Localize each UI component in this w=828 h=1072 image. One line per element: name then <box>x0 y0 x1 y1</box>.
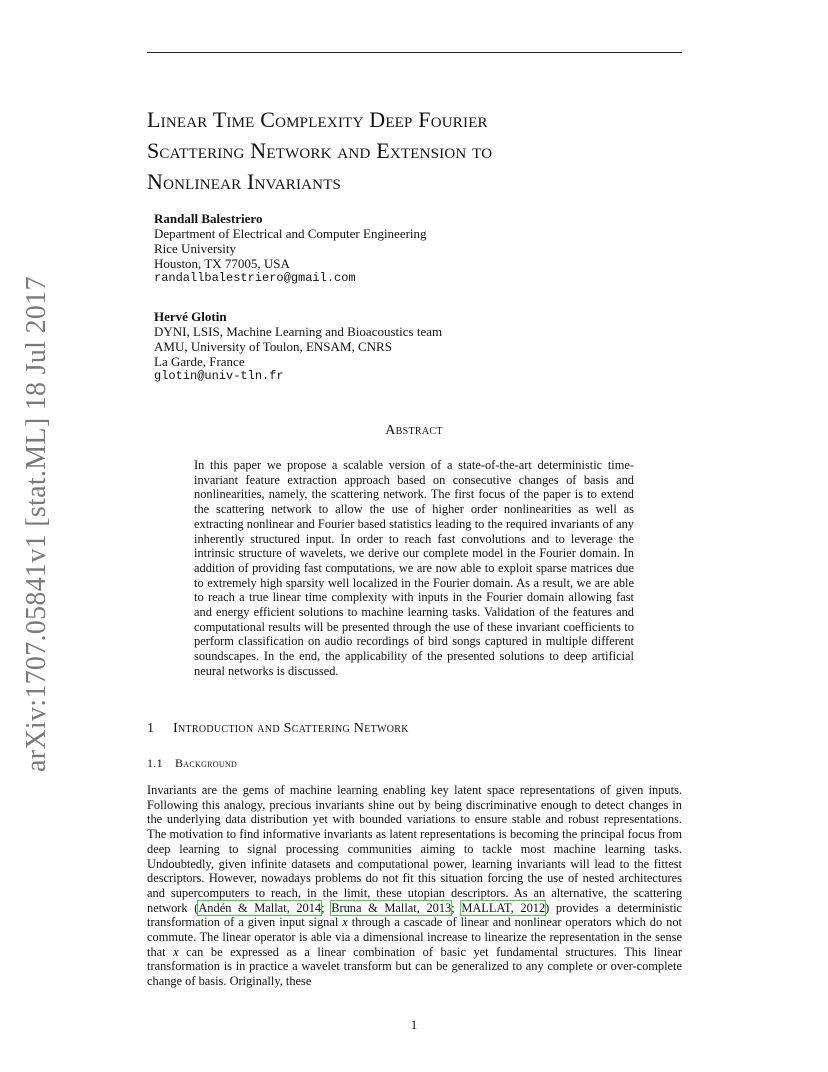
math-variable: x <box>173 944 179 959</box>
author-affiliation: La Garde, France <box>154 354 245 369</box>
body-text-segment: ) provides a deterministic transformation of a given input signal <box>147 900 683 930</box>
author-affiliation: Houston, TX 77005, USA <box>154 256 290 271</box>
paper-title <box>147 104 707 197</box>
subsection-number: 1.1 <box>147 756 163 770</box>
body-text-segment: ; <box>321 900 332 915</box>
citation-link[interactable]: Andén & Mallat, 2014 <box>198 900 322 915</box>
section-number: 1 <box>147 721 155 736</box>
body-text-segment: can be expressed as a linear combination of basic yet fundamental structures. This linear transformation is in practice a wavelet transform but can be generalized to any complete or over-complete change of basis. Originally, these <box>147 944 682 989</box>
citation-link[interactable]: Bruna & Mallat, 2013 <box>331 900 452 915</box>
title-line: Scattering Network and Extension to <box>147 138 493 163</box>
author-email[interactable]: randallbalestriero@gmail.com <box>154 271 356 285</box>
author-affiliation: Department of Electrical and Computer Engineering <box>154 226 427 241</box>
author-name: Hervé Glotin <box>154 309 227 324</box>
arxiv-stamp[interactable]: arXiv:1707.05841v1 [stat.ML] 18 Jul 2017 <box>21 276 52 772</box>
body-text-segment: Invariants are the gems of machine learning enabling key latent space representations of given inputs. Following this analogy, precious invariants shine out by being discriminative enough to detect changes in the underlying data distribution yet with bounded variations to ensure stable and robust representations. The motivation to find informative invariants as latent representations is becoming the principal focus from deep learning to signal processing communities aiming to tackle most machine learning tasks. Undoubtedly, given infinite datasets and computational power, learning invariants will lead to the fittest descriptors. However, nowadays problems do not fit this situation forcing the use of nested architectures and supercomputers to reach, in the limit, these utopian descriptors. As an alternative, the scattering network ( <box>147 783 682 915</box>
author-block-2 <box>154 309 442 384</box>
abstract-text: In this paper we propose a scalable version of a state-of-the-art deterministic time-invariant feature extraction approach based on consecutive changes of basis and nonlinearities, namely, the scattering network. The first focus of the paper is to extend the scattering network to allow the use of higher order nonlinearities as well as extracting nonlinear and Fourier based statistics leading to the required invariants of any inherently structured input. In order to reach fast convolutions and to leverage the intrinsic structure of wavelets, we derive our complete model in the Fourier domain. In addition of providing fast computations, we are now able to exploit sparse matrices due to extremely high sparsity well localized in the Fourier domain. As a result, we are able to reach a true linear time complexity with inputs in the Fourier domain allowing fast and energy efficient solutions to machine learning tasks. Validation of the features and computational results will be presented through the use of these invariant coefficients to perform classification on audio recordings of bird songs captured in multiple different soundscapes. In the end, the applicability of the presented solutions to deep artificial neural networks is discussed. <box>194 458 634 678</box>
section-heading <box>147 721 409 737</box>
author-block-1 <box>154 211 427 286</box>
title-line: Linear Time Complexity Deep Fourier <box>147 107 488 132</box>
author-affiliation: Rice University <box>154 241 236 256</box>
header-rule <box>147 52 682 53</box>
body-text-segment: through a cascade of linear and nonlinear operators which do not commute. The linear operator is able via a dimensional increase to linearize the representation in the sense that <box>147 915 682 959</box>
author-email[interactable]: glotin@univ-tln.fr <box>154 369 284 383</box>
author-name: Randall Balestriero <box>154 211 263 226</box>
body-paragraph <box>147 783 682 989</box>
page-number: 1 <box>410 1017 418 1032</box>
author-affiliation: AMU, University of Toulon, ENSAM, CNRS <box>154 339 392 354</box>
subsection-title: Background <box>175 756 238 770</box>
abstract-heading: Abstract <box>385 423 443 438</box>
body-text-segment: ; <box>451 900 462 915</box>
author-affiliation: DYNI, LSIS, Machine Learning and Bioacoustics team <box>154 324 443 339</box>
math-variable: x <box>342 915 348 930</box>
title-line: Nonlinear Invariants <box>147 169 342 194</box>
section-title: Introduction and Scattering Network <box>173 721 409 736</box>
subsection-heading <box>147 756 237 771</box>
citation-link[interactable]: MALLAT, 2012 <box>461 900 546 915</box>
